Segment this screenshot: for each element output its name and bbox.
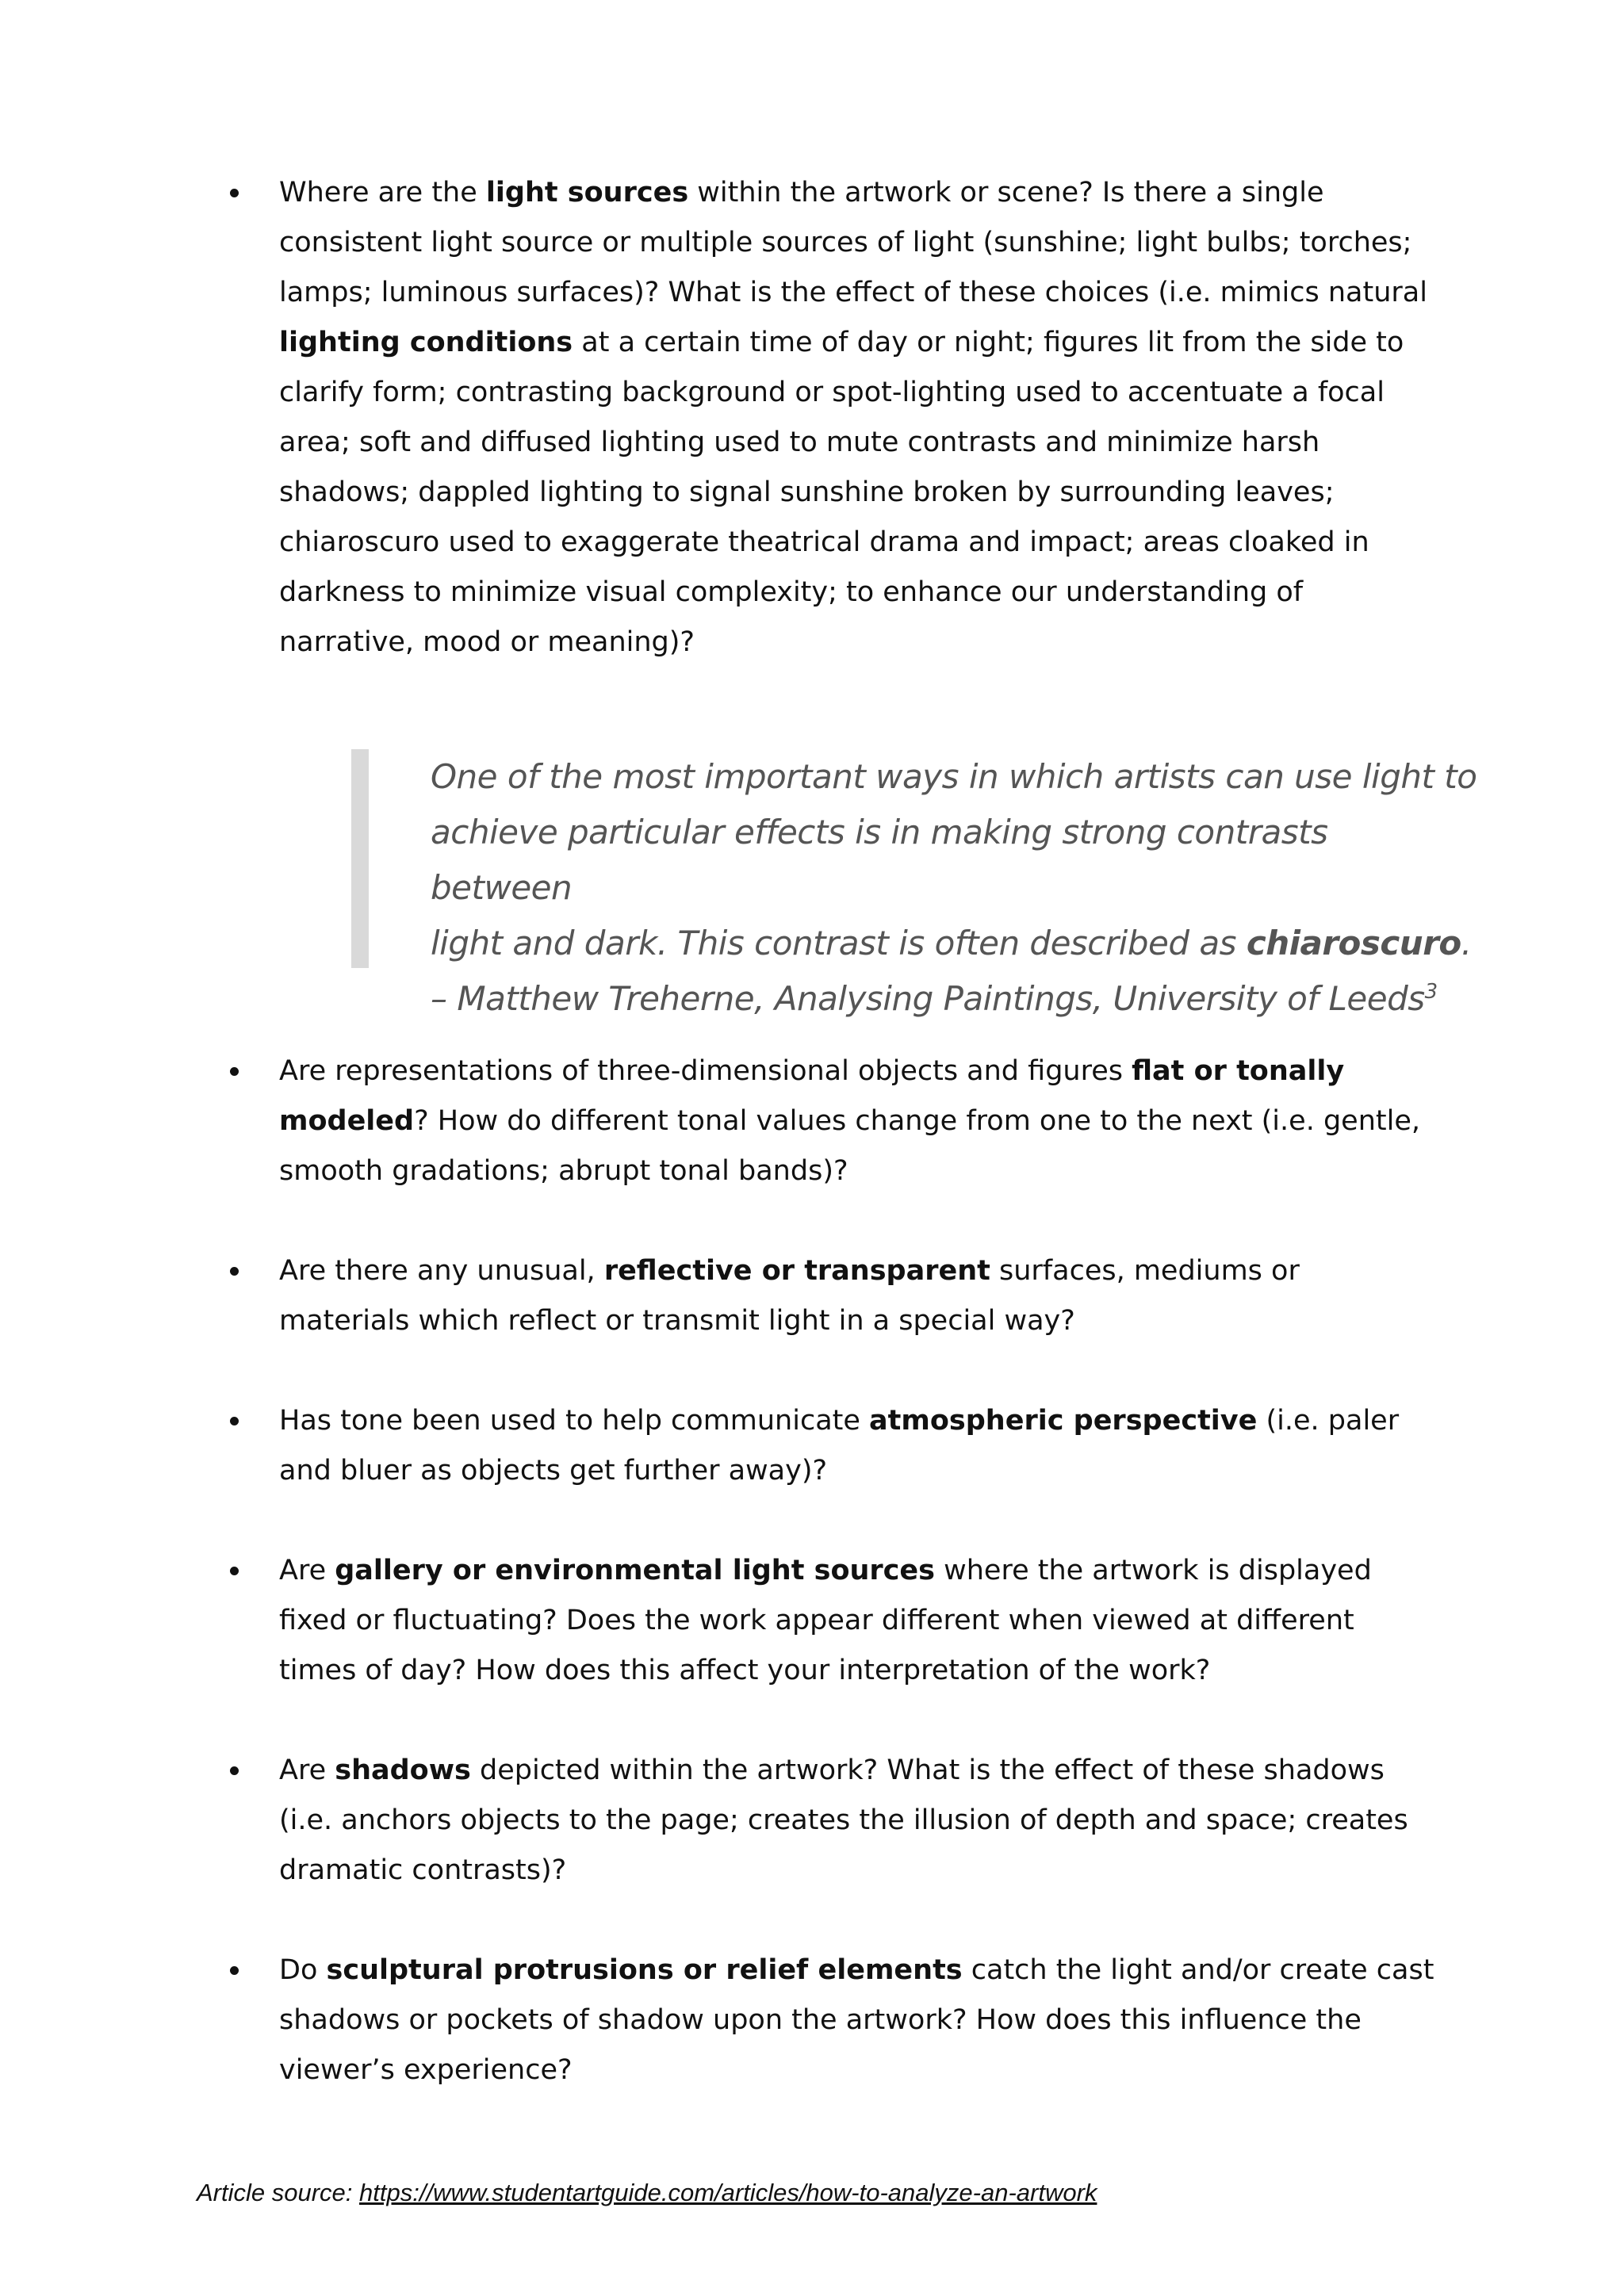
bold-term: reflective or transparent	[603, 1255, 990, 1287]
list-item	[224, 1746, 1437, 1896]
article-source-label: Article source:	[197, 2179, 360, 2206]
bold-term: gallery or environmental light sources	[335, 1555, 935, 1586]
quote-attribution-text: – Matthew Treherne, Analysing Paintings, University of Leeds	[431, 979, 1425, 1018]
bullet-icon	[230, 1966, 239, 1975]
list-item-text: (i.e. paler and bluer as objects get further away)?	[279, 1405, 1400, 1487]
bold-term: light sources	[485, 177, 689, 209]
bold-term: flat or tonally modeled	[279, 1055, 1345, 1137]
footnote-marker: 3	[1424, 980, 1438, 1004]
list-item-text: within the artwork or scene? Is there a single consistent light source or multiple sources of light (sunshine; light bulbs; torches; lamps; luminous surfaces)? What is the effect of these choices (i.e. mimics natural	[279, 177, 1427, 308]
bullet-icon	[230, 1067, 239, 1076]
list-item	[224, 1396, 1437, 1496]
bullet-icon	[230, 1567, 239, 1575]
quote-bold-term: chiaroscuro	[1246, 924, 1461, 962]
list-item-text: Are	[279, 1555, 335, 1586]
list-item	[224, 1246, 1437, 1346]
list-item	[224, 1546, 1437, 1696]
bullet-icon	[230, 1766, 239, 1775]
bullet-icon	[230, 1417, 239, 1425]
quote-text	[431, 749, 1477, 1027]
bold-term: lighting conditions	[279, 327, 573, 358]
list-item-text: Are	[279, 1755, 335, 1786]
bold-term: sculptural protrusions or relief elements	[326, 1954, 963, 1986]
bold-term: shadows	[335, 1755, 471, 1786]
quote-line: achieve particular effects is in making strong contrasts between	[431, 813, 1328, 907]
bullet-icon	[230, 1267, 239, 1276]
bullet-icon	[230, 189, 239, 197]
bullet-list-bottom	[224, 1047, 1437, 2095]
article-source-link[interactable]: https://www.studentartguide.com/articles/how-to-analyze-an-artwork	[359, 2179, 1097, 2206]
list-item	[224, 1047, 1437, 1196]
quote-line-text: light and dark. This contrast is often described as	[431, 924, 1247, 962]
quote-line: One of the most important ways in which artists can use light to	[431, 757, 1477, 796]
blockquote	[351, 749, 1477, 1018]
list-item-text: Do	[279, 1954, 327, 1986]
list-item-text: ? How do different tonal values change from one to the next (i.e. gentle, smooth gradations; abrupt tonal bands)?	[279, 1105, 1420, 1187]
list-item-text: where the artwork is displayed fixed or fluctuating? Does the work appear different when viewed at different times of day? How does this affect your interpretation of the work?	[279, 1555, 1372, 1686]
list-item-text: at a certain time of day or night; figures lit from the side to clarify form; contrasting background or spot-lighting used to accentuate a focal area; soft and diffused lighting used to mute contrasts and minimize harsh shadows; dappled lighting to signal sunshine broken by surrounding leaves; chiaroscuro used to exaggerate theatrical drama and impact; areas cloaked in darkness to minimize visual complexity; to enhance our understanding of narrative, mood or meaning)?	[279, 327, 1404, 658]
list-item-text: Are representations of three-dimensional objects and figures	[279, 1055, 1132, 1087]
list-item-text: Are there any unusual,	[279, 1255, 604, 1287]
list-item	[224, 168, 1437, 668]
quote-attribution	[431, 971, 1477, 1027]
list-item-text: Has tone been used to help communicate	[279, 1405, 870, 1437]
article-source	[197, 2179, 1097, 2207]
quote-line	[431, 916, 1477, 971]
list-item-text: catch the light and/or create cast shadows or pockets of shadow upon the artwork? How does this influence the viewer’s experience?	[279, 1954, 1434, 2086]
quote-line-end: .	[1461, 924, 1472, 962]
list-item	[224, 1946, 1437, 2095]
bold-term: atmospheric perspective	[869, 1405, 1258, 1437]
list-item-text: Where are the	[279, 177, 486, 209]
list-item-text: surfaces, mediums or materials which reflect or transmit light in a special way?	[279, 1255, 1300, 1337]
quote-bar	[351, 749, 369, 968]
bullet-list-top	[224, 168, 1437, 668]
list-item-text: depicted within the artwork? What is the effect of these shadows (i.e. anchors objects to the page; creates the illusion of depth and space; creates dramatic contrasts)?	[279, 1755, 1408, 1886]
